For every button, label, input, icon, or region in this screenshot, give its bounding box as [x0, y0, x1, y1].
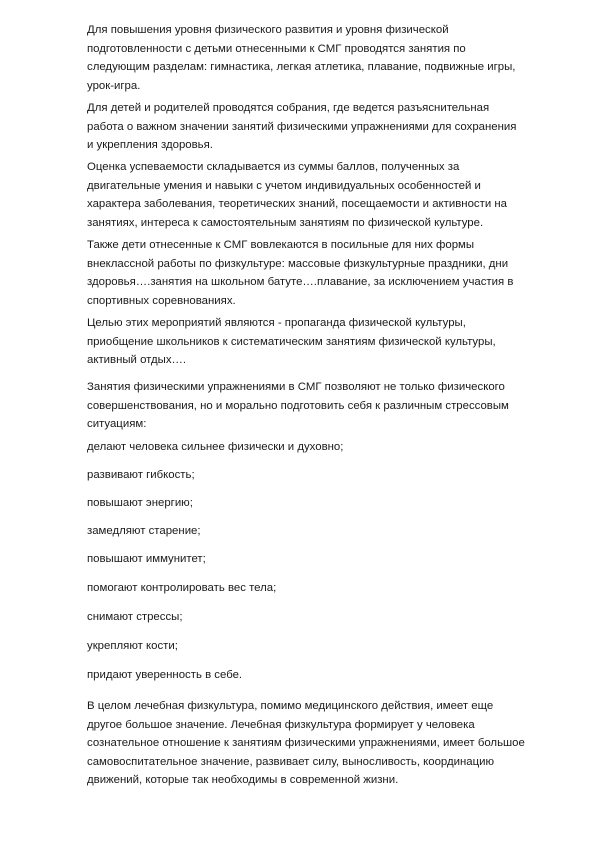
text-line: спортивных соревнованиях. [87, 294, 236, 307]
text-line: повышают энергию; [87, 497, 193, 509]
benefit-item [87, 522, 557, 541]
paragraph-exercise-benefits-intro [87, 378, 557, 434]
text-line: делают человека сильнее физически и духовно; [87, 441, 344, 453]
text-line: Целью этих мероприятий являются - пропаганда физической культуры, [87, 317, 466, 329]
text-line: придают уверенность в себе. [87, 669, 243, 681]
text-line: сознательное отношение к занятиям физическими упражнениями, имеет большое [87, 737, 525, 749]
text-line: подготовленности с детьми отнесенными к СМГ проводятся занятия по [87, 42, 466, 55]
text-line: совершенствования, но и морально подготовить себя к различным стрессовым [87, 399, 509, 412]
text-line: занятиях, интереса к самостоятельным занятиям по физической культуре. [87, 216, 484, 229]
benefit-item [87, 608, 557, 627]
paragraph-goals [87, 314, 557, 370]
paragraph-extracurricular [87, 236, 557, 310]
text-line: другое большое значение. Лечебная физкультура формирует у человека [87, 718, 475, 731]
benefit-item [87, 550, 557, 569]
text-line: движений, которые так необходимы в современной жизни. [87, 774, 399, 786]
text-line: ситуациям: [87, 418, 147, 430]
text-line: и укрепления здоровья. [87, 139, 213, 151]
text-line: двигательные умения и навыки с учетом индивидуальных особенностей и [87, 179, 481, 192]
text-line: В целом лечебная физкультура, помимо медицинского действия, имеет еще [87, 700, 494, 712]
text-line: внеклассной работы по физкультуре: массовые физкультурные праздники, дни [87, 257, 509, 270]
benefit-item [87, 494, 557, 513]
text-line: укрепляют кости; [87, 640, 178, 652]
text-line: урок-игра. [87, 79, 141, 92]
text-line: следующим разделам: гимнастика, легкая атлетика, плавание, подвижные игры, [87, 61, 516, 73]
text-line: самовоспитательное значение, развивает силу, выносливость, координацию [87, 755, 495, 768]
text-line: развивают гибкость; [87, 469, 195, 481]
text-line: помогают контролировать вес тела; [87, 582, 277, 594]
paragraph-physical-development [87, 21, 557, 95]
benefit-item [87, 637, 557, 656]
text-line: повышают иммунитет; [87, 553, 206, 565]
benefit-item [87, 579, 557, 598]
text-line: замедляют старение; [87, 525, 201, 537]
paragraph-therapeutic-exercise [87, 697, 557, 790]
paragraph-parent-meetings [87, 99, 557, 155]
text-line: Для повышения уровня физического развития и уровня физической [87, 24, 449, 36]
text-line: Для детей и родителей проводятся собрания, где ведется разъяснительная [87, 102, 490, 114]
text-line: активный отдых…. [87, 354, 187, 366]
benefit-item [87, 666, 557, 685]
paragraph-grading [87, 158, 557, 232]
text-line: здоровья….занятия на школьном батуте….плавание, за исключением участия в [87, 276, 514, 288]
benefit-item [87, 466, 557, 485]
text-line: Также дети отнесенные к СМГ вовлекаются в посильные для них формы [87, 239, 475, 251]
text-line: снимают стрессы; [87, 611, 183, 623]
text-line: Занятия физическими упражнениями в СМГ позволяют не только физического [87, 381, 505, 393]
text-line: Оценка успеваемости складывается из суммы баллов, полученных за [87, 161, 460, 173]
text-line: работа о важном значении занятий физическими упражнениями для сохранения [87, 120, 517, 133]
text-line: характера заболевания, теоретических знаний, посещаемости и активности на [87, 198, 507, 210]
benefit-item [87, 438, 557, 457]
text-line: приобщение школьников к систематическим занятиям физической культуры, [87, 335, 496, 348]
